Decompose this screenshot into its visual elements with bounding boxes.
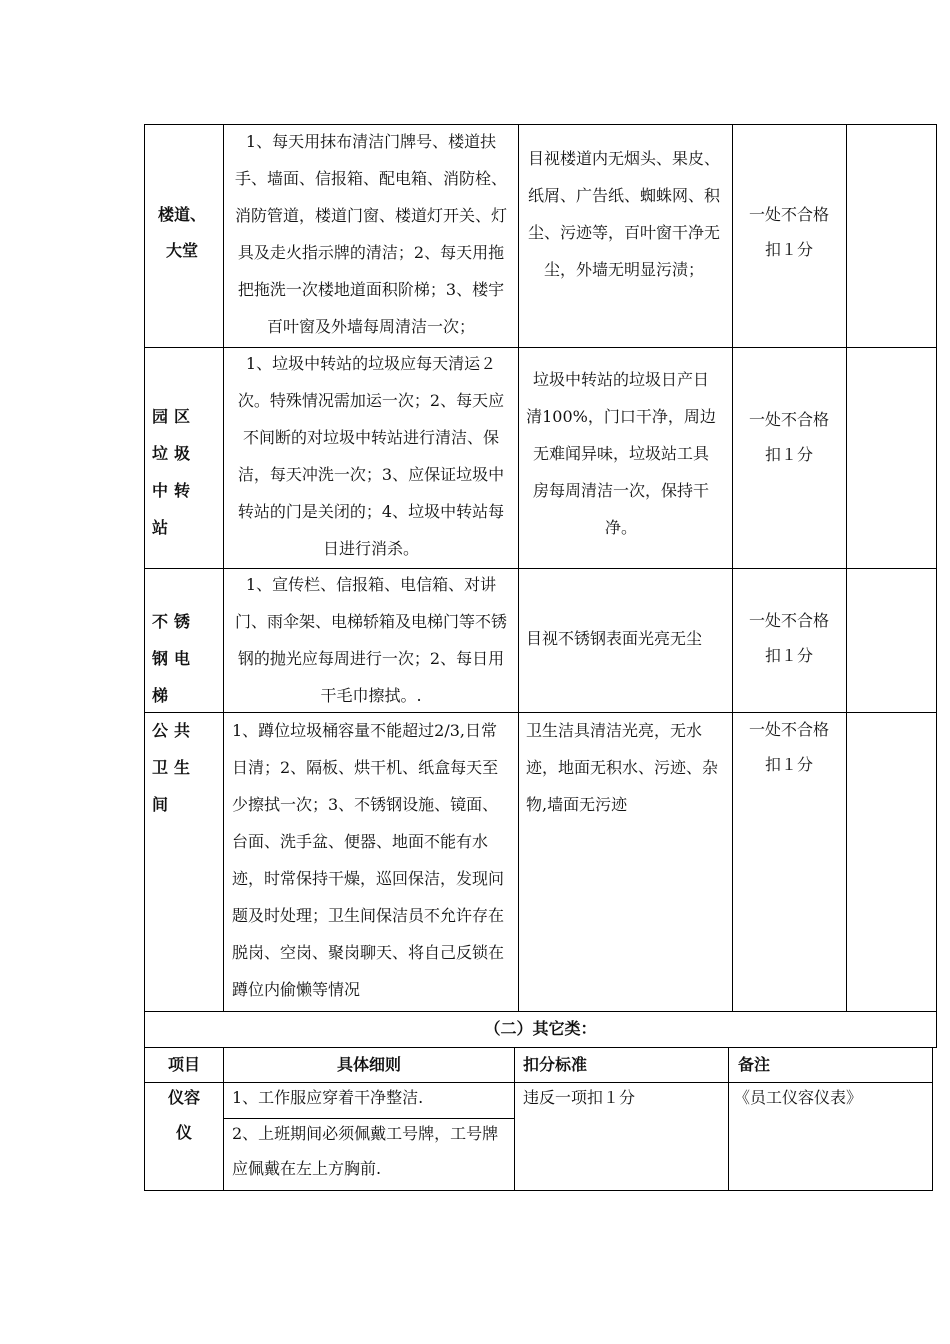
row-deduction: 一处不合格扣１分	[748, 410, 829, 464]
row-detail: 1、垃圾中转站的垃圾应每天清运２次。特殊情况需加运一次；2、每天应不间断的对垃圾中转站进行清洁、保洁，每天冲洗一次；3、应保证垃圾中转站的门是关闭的；4、垃圾中转站每日进行消杀。	[237, 354, 505, 558]
row-standard: 垃圾中转站的垃圾日产日清100%，门口干净，周边无难闻异味，垃圾站工具房每周清洁一次，保持干净。	[526, 370, 716, 537]
row-detail: 1、每天用抹布清洁门牌号、楼道扶手、墙面、信报箱、配电箱、消防栓、消防管道，楼道门窗、楼道灯开关、灯具及走火指示牌的清洁；2、每天用拖把拖洗一次楼地道面积阶梯；3、楼宇百叶窗及外墙每周清洁一次；	[234, 132, 507, 336]
row-note: 《员工仪容仪表》	[734, 1088, 863, 1107]
row-standard: 目视楼道内无烟头、果皮、纸屑、广告纸、蜘蛛网、积尘、污迹等，百叶窗干净无尘，外墙无明显污渍；	[527, 149, 720, 279]
col-divider	[732, 124, 733, 1012]
row-item-label: 公共卫生间	[152, 721, 197, 814]
section-title: （二）其它类：	[484, 1019, 597, 1038]
row-standard: 卫生洁具清洁光亮，无水迹，地面无积水、污迹、杂物,墙面无污迹	[526, 721, 719, 814]
header-standard: 扣分标准	[523, 1055, 588, 1074]
row-item-label: 仪容仪	[167, 1088, 200, 1142]
row-item-label: 园区垃圾中转站	[152, 407, 197, 537]
col-divider	[846, 124, 847, 1012]
row-deduction: 一处不合格扣１分	[748, 611, 829, 665]
table-border-right	[936, 124, 937, 1047]
col-divider	[728, 1047, 729, 1191]
col-divider	[518, 124, 519, 1012]
row-detail: 2、上班期间必须佩戴工号牌，工号牌应佩戴在左上方胸前.	[232, 1124, 499, 1178]
header-note: 备注	[738, 1055, 771, 1074]
header-item: 项目	[167, 1055, 200, 1074]
row-item-label: 楼道、大堂	[157, 205, 206, 260]
row-deduction: 一处不合格扣１分	[748, 720, 829, 774]
row-detail: 1、宣传栏、信报箱、电信箱、对讲门、雨伞架、电梯轿箱及电梯门等不锈钢的抛光应每周进行一次；2、每日用干毛巾擦拭。.	[234, 575, 507, 705]
header-detail: 具体细则	[336, 1055, 401, 1074]
col-divider	[514, 1047, 515, 1191]
row-detail: 1、蹲位垃圾桶容量不能超过2/3,日常日清；2、隔板、烘干机、纸盒每天至少擦拭一次；3、不锈钢设施、镜面、台面、洗手盆、便器、地面不能有水迹，时常保持干燥，巡回保洁，发现问题及时处理；卫生间保洁员不允许存在脱岗、空岗、聚岗聊天、将自己反锁在蹲位内偷懒等情况	[232, 721, 505, 999]
col-divider	[932, 1047, 933, 1191]
row-standard: 违反一项扣１分	[523, 1088, 636, 1107]
col-divider	[223, 124, 224, 1012]
row-standard: 目视不锈钢表面光亮无尘	[526, 629, 703, 648]
row-detail: 1、工作服应穿着干净整洁.	[232, 1088, 424, 1107]
row-item-label: 不锈钢电梯	[152, 612, 197, 705]
row-deduction: 一处不合格扣１分	[748, 205, 829, 259]
table-border-bottom	[144, 1190, 933, 1191]
